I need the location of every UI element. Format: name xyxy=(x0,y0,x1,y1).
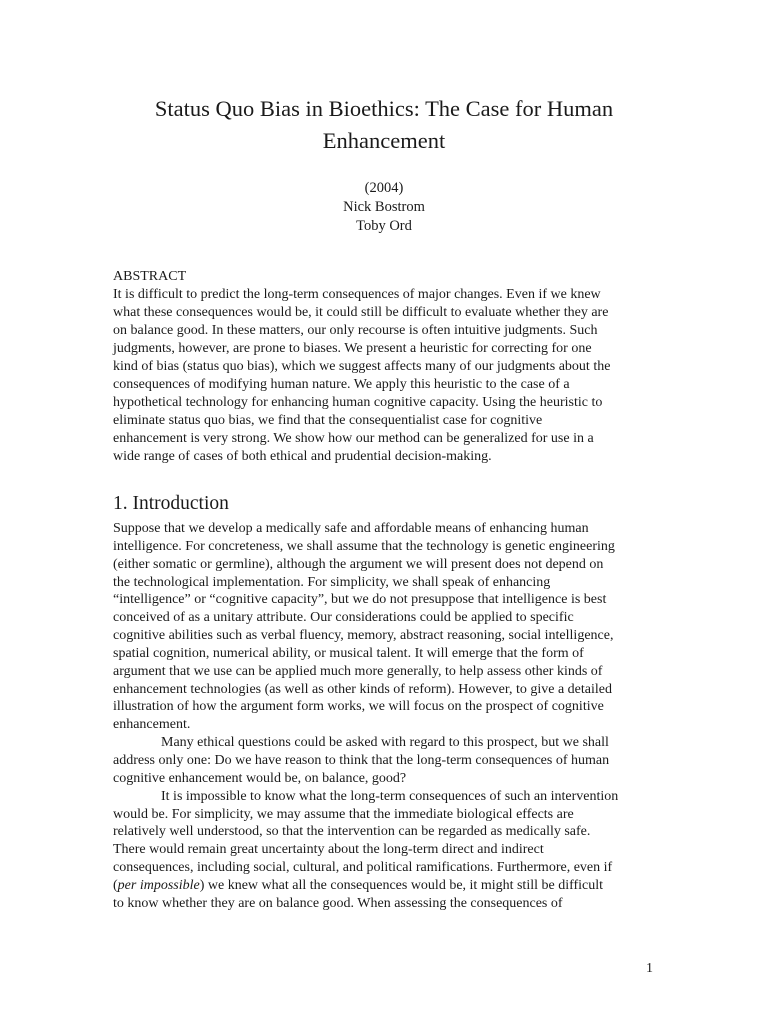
body-line: cognitive abilities such as verbal fluency, memory, abstract reasoning, social intelligence, xyxy=(113,628,614,644)
body-line: conceived of as a unitary attribute. Our considerations could be applied to specific xyxy=(113,610,574,626)
body-line: illustration of how the argument form works, we will focus on the prospect of cognitive xyxy=(113,699,604,715)
body-line: cognitive enhancement would be, on balance, good? xyxy=(113,770,407,786)
body-line: address only one: Do we have reason to think that the long-term consequences of human xyxy=(113,752,610,768)
abstract-line: hypothetical technology for enhancing human cognitive capacity. Using the heuristic to xyxy=(113,395,603,410)
body-line: intelligence. For concreteness, we shall assume that the technology is genetic engineering xyxy=(113,538,615,554)
body-line: to know whether they are on balance good. When assessing the consequences of xyxy=(113,895,563,911)
body-line: consequences, including social, cultural, and political ramifications. Furthermore, even if xyxy=(113,860,613,876)
body-line: It is impossible to know what the long-term consequences of such an intervention xyxy=(161,788,619,804)
section-heading: 1. Introduction xyxy=(113,493,229,514)
page-number: 1 xyxy=(646,961,653,976)
body-line: enhancement technologies (as well as other kinds of reform). However, to give a detailed xyxy=(113,681,612,697)
paper-meta xyxy=(234,179,534,236)
author-name: Toby Ord xyxy=(356,218,412,234)
abstract xyxy=(113,268,673,466)
abstract-line: eliminate status quo bias, we find that the consequentialist case for cognitive xyxy=(113,413,543,428)
abstract-line: It is difficult to predict the long-term consequences of major changes. Even if we knew xyxy=(113,287,601,302)
abstract-line: enhancement is very strong. We show how our method can be generalized for use in a xyxy=(113,431,594,446)
publication-year: (2004) xyxy=(364,180,404,196)
abstract-line: what these consequences would be, it could still be difficult to evaluate whether they are xyxy=(113,305,609,320)
title-line-1: Status Quo Bias in Bioethics: The Case for Human xyxy=(154,96,614,121)
body-line-remainder: ) we knew what all the consequences would be, it might still be difficult xyxy=(199,877,604,893)
body-line: relatively well understood, so that the intervention can be regarded as medically safe. xyxy=(113,824,591,840)
body-line xyxy=(113,877,673,895)
body-line: Suppose that we develop a medically safe and affordable means of enhancing human xyxy=(113,521,589,536)
abstract-line: wide range of cases of both ethical and prudential decision-making. xyxy=(113,449,492,464)
body-line: There would remain great uncertainty about the long-term direct and indirect xyxy=(113,842,544,858)
abstract-heading: ABSTRACT xyxy=(113,269,187,284)
paper-title xyxy=(114,93,654,157)
author-name: Nick Bostrom xyxy=(343,199,425,215)
abstract-line: judgments, however, are prone to biases. We present a heuristic for correcting for one xyxy=(113,341,592,356)
body-line: argument that we use can be applied much more generally, to help assess other kinds of xyxy=(113,663,603,679)
body-text xyxy=(113,520,673,913)
italic-phrase: per impossible xyxy=(117,877,200,893)
body-line: “intelligence” or “cognitive capacity”, but we do not presuppose that intelligence is best xyxy=(113,592,607,608)
body-line: spatial cognition, numerical ability, or musical talent. It will emerge that the form of xyxy=(113,645,584,661)
body-line: the technological implementation. For simplicity, we shall speak of enhancing xyxy=(113,574,551,590)
body-line: (either somatic or germline), although the argument we will present does not depend on xyxy=(113,556,604,572)
body-line: Many ethical questions could be asked with regard to this prospect, but we shall xyxy=(161,735,609,751)
abstract-line: on balance good. In these matters, our only recourse is often intuitive judgments. Such xyxy=(113,323,598,338)
title-line-2: Enhancement xyxy=(322,128,446,153)
open-paren: ( xyxy=(113,877,118,893)
abstract-line: consequences of modifying human nature. We apply this heuristic to the case of a xyxy=(113,377,570,392)
abstract-line: kind of bias (status quo bias), which we suggest affects many of our judgments about the xyxy=(113,359,611,374)
body-line: enhancement. xyxy=(113,717,191,733)
body-line: would be. For simplicity, we may assume that the immediate biological effects are xyxy=(113,806,574,822)
